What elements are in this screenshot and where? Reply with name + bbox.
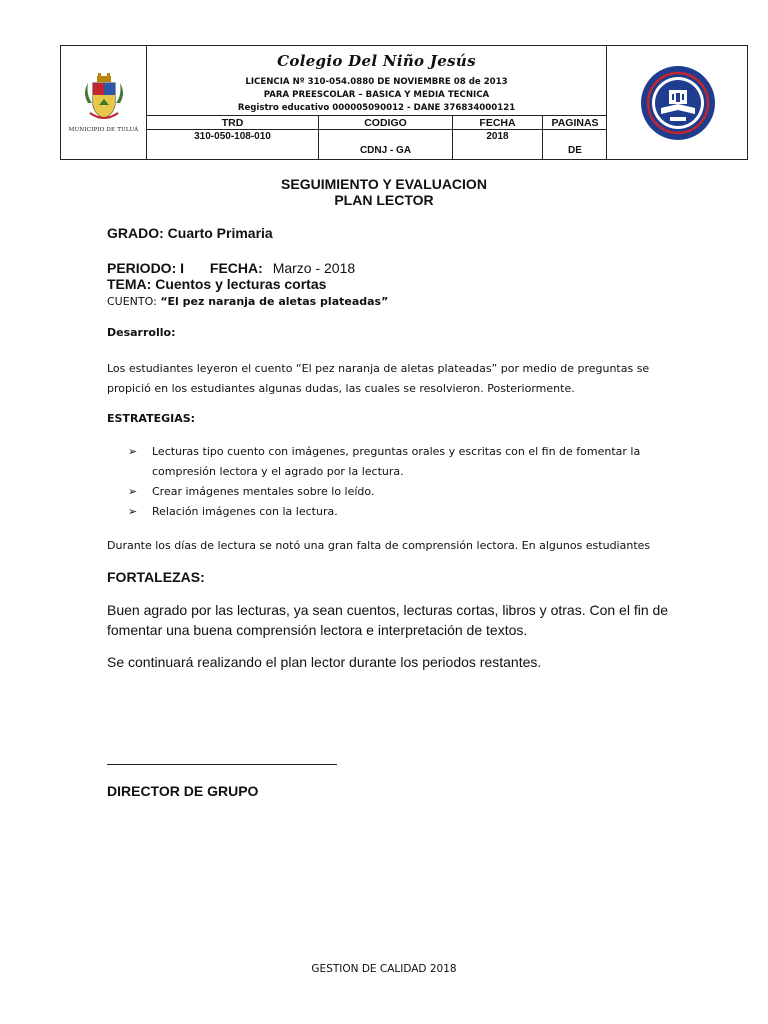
document-subtitle: PLAN LECTOR xyxy=(334,192,434,208)
fecha-value: Marzo - 2018 xyxy=(272,260,356,276)
header-col-trd xyxy=(147,116,319,159)
cuento-label: CUENTO: xyxy=(107,295,157,308)
estrategias-heading: ESTRATEGIAS: xyxy=(107,412,196,425)
grado-label: GRADO: xyxy=(107,225,164,241)
durante-paragraph: Durante los días de lectura se notó una gran falta de comprensión lectora. En algunos estudiantes xyxy=(107,539,651,552)
periodo-row xyxy=(107,260,667,276)
header-col-value: DE xyxy=(568,145,582,156)
fecha-label: FECHA: xyxy=(209,260,263,276)
header-col-codigo xyxy=(319,116,453,159)
document-header xyxy=(60,45,748,160)
desarrollo-paragraph xyxy=(107,359,677,399)
cuento-row xyxy=(107,295,667,309)
fortalezas-line: fomentar una buena comprensión lectora e interpretación de textos. xyxy=(107,622,528,638)
header-col-paginas xyxy=(543,116,607,159)
header-col-value: 2018 xyxy=(486,131,509,142)
municipality-crest-icon xyxy=(78,73,130,123)
list-item xyxy=(128,442,668,482)
list-item xyxy=(128,502,668,522)
tema-value: Cuentos y lecturas cortas xyxy=(155,276,327,292)
periodo-label: PERIODO: I xyxy=(107,260,185,276)
list-item-text: Lecturas tipo cuento con imágenes, preguntas orales y escritas con el fin de fomentar la xyxy=(152,445,641,458)
header-col-label: TRD xyxy=(147,116,318,130)
header-center xyxy=(147,46,607,159)
fortalezas-paragraph xyxy=(107,600,677,640)
municipality-logo-cell xyxy=(61,46,147,159)
arrow-bullet-icon: ➢ xyxy=(128,485,138,498)
header-col-label: CODIGO xyxy=(319,116,452,130)
levels-line: PARA PREESCOLAR – BASICA Y MEDIA TECNICA xyxy=(263,90,490,100)
header-col-value: 310-050-108-010 xyxy=(194,131,271,142)
list-item-text: Crear imágenes mentales sobre lo leído. xyxy=(152,485,375,498)
signature-label: DIRECTOR DE GRUPO xyxy=(107,783,259,799)
grado-row xyxy=(107,225,667,242)
list-item xyxy=(128,482,668,502)
desarrollo-line: propició en los estudiantes algunas dudas, las cuales se resolvieron. Posteriormente. xyxy=(107,382,575,395)
header-info-grid xyxy=(147,115,606,159)
grado-value: Cuarto Primaria xyxy=(167,225,273,241)
arrow-bullet-icon: ➢ xyxy=(128,505,138,518)
fortalezas-line: Buen agrado por las lecturas, ya sean cuentos, lecturas cortas, libros y otras. Con el fin de xyxy=(107,602,669,618)
cuento-value: “El pez naranja de aletas plateadas” xyxy=(160,295,389,308)
tema-label: TEMA: xyxy=(107,276,152,292)
header-col-label: PAGINAS xyxy=(543,116,607,130)
school-seal-icon xyxy=(639,64,717,142)
arrow-bullet-icon: ➢ xyxy=(128,445,138,458)
fortalezas-heading: FORTALEZAS: xyxy=(107,569,205,585)
license-line: LICENCIA Nº 310-054.0880 DE NOVIEMBRE 08 de 2013 xyxy=(245,77,508,87)
desarrollo-line: Los estudiantes leyeron el cuento “El pez naranja de aletas plateadas” por medio de preguntas se xyxy=(107,362,650,375)
municipality-label: MUNICIPIO DE TULUÁ xyxy=(68,126,139,133)
signature-line xyxy=(107,764,337,765)
registry-line: Registro educativo 000005090012 - DANE 376834000121 xyxy=(237,103,516,113)
desarrollo-heading: Desarrollo: xyxy=(107,326,176,339)
list-item-text: compresión lectora y el agrado por la lectura. xyxy=(152,465,404,478)
page-footer: GESTION DE CALIDAD 2018 xyxy=(311,963,457,975)
continuara-paragraph: Se continuará realizando el plan lector durante los periodos restantes. xyxy=(107,654,542,670)
list-item-text: Relación imágenes con la lectura. xyxy=(152,505,338,518)
school-name: Colegio Del Niño Jesús xyxy=(277,52,476,70)
header-col-label: FECHA xyxy=(453,116,542,130)
school-seal-cell xyxy=(607,46,749,159)
header-col-value: CDNJ - GA xyxy=(359,145,412,156)
document-title: SEGUIMIENTO Y EVALUACION xyxy=(281,176,487,192)
tema-row xyxy=(107,276,667,292)
header-col-fecha xyxy=(453,116,543,159)
